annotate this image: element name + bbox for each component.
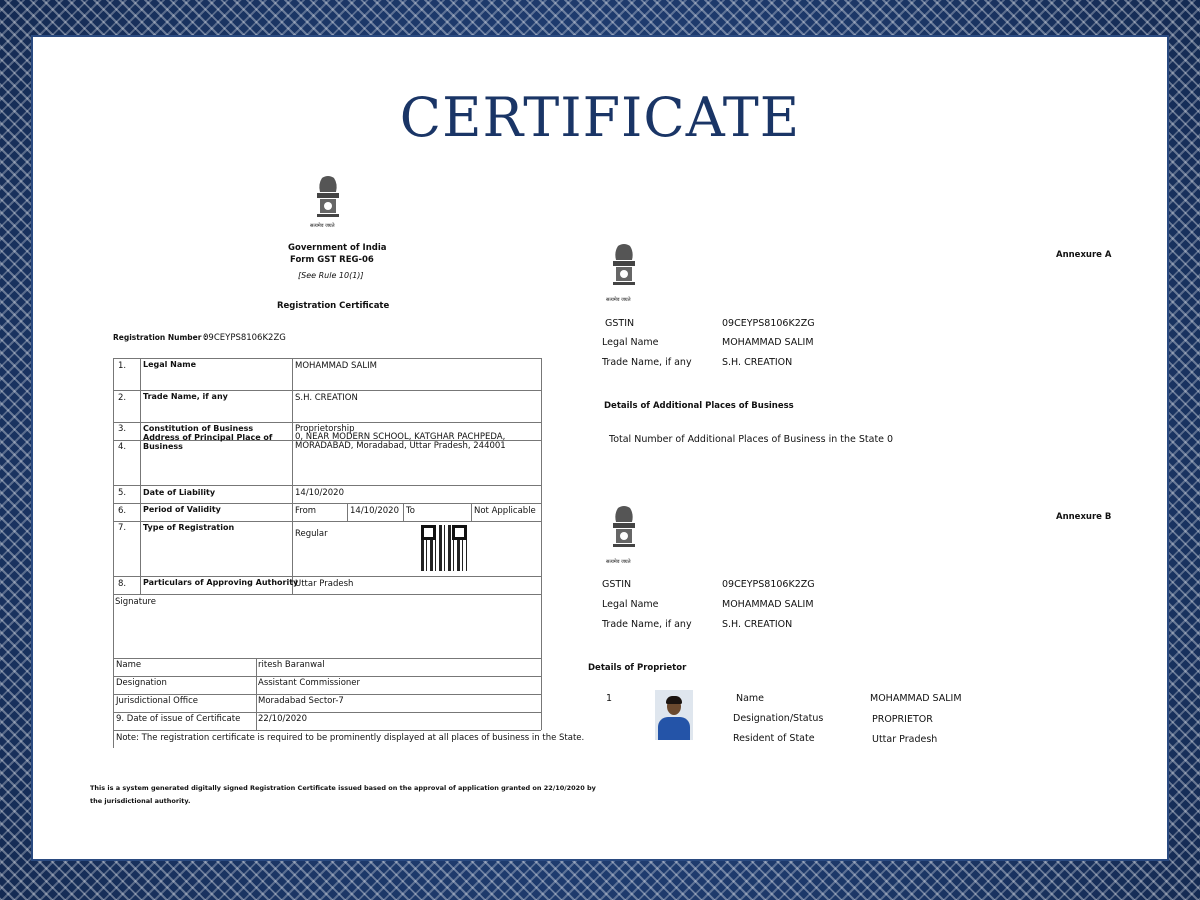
address-value-line1: 0, NEAR MODERN SCHOOL, KATGHAR PACHPEDA, bbox=[295, 432, 506, 442]
form-label: Form GST REG-06 bbox=[290, 255, 374, 265]
date-of-liability-label: Date of Liability bbox=[143, 488, 216, 497]
proprietor-name-label: Name bbox=[736, 693, 765, 704]
proprietor-name-value: MOHAMMAD SALIM bbox=[870, 693, 962, 704]
annexure-b-title: Annexure B bbox=[1056, 512, 1112, 522]
certificate-title: CERTIFICATE bbox=[399, 86, 801, 149]
proprietor-serial: 1 bbox=[606, 693, 613, 704]
annex-a-gstin-value: 09CEYPS8106K2ZG bbox=[722, 318, 815, 329]
national-emblem-icon bbox=[607, 242, 641, 292]
trade-name-value: S.H. CREATION bbox=[295, 393, 358, 403]
emblem-motto: सत्यमेव जयते bbox=[606, 559, 631, 565]
proprietor-state-value: Uttar Pradesh bbox=[872, 734, 938, 745]
trade-name-label: Trade Name, if any bbox=[143, 392, 228, 401]
display-note: Note: The registration certificate is required to be prominently displayed at all places of business in the State. bbox=[116, 733, 585, 743]
row-number: 4. bbox=[118, 442, 127, 452]
officer-name-value: ritesh Baranwal bbox=[258, 660, 325, 670]
national-emblem-icon bbox=[607, 504, 641, 554]
rule-label: [See Rule 10(1)] bbox=[298, 271, 364, 280]
proprietor-designation-label: Designation/Status bbox=[733, 713, 824, 724]
registration-number: 09CEYPS8106K2ZG bbox=[203, 333, 286, 343]
government-label: Government of India bbox=[288, 243, 387, 253]
address-label: Address of Principal Place of bbox=[143, 433, 273, 442]
annex-a-trade-name-value: S.H. CREATION bbox=[722, 357, 793, 368]
row-number: 8. bbox=[118, 579, 127, 589]
annex-a-gstin-label: GSTIN bbox=[605, 318, 635, 329]
row-number: 7. bbox=[118, 523, 127, 533]
qr-code bbox=[421, 525, 467, 571]
validity-to-value: Not Applicable bbox=[474, 506, 536, 516]
registration-certificate-heading: Registration Certificate bbox=[277, 301, 390, 311]
registration-number-label: Registration Number : bbox=[113, 333, 208, 342]
designation-value: Assistant Commissioner bbox=[258, 678, 361, 688]
annex-a-legal-name-label: Legal Name bbox=[602, 337, 659, 348]
issue-date-label: 9. Date of issue of Certificate bbox=[116, 714, 241, 724]
annex-b-gstin-label: GSTIN bbox=[602, 579, 632, 590]
validity-to-label: To bbox=[406, 506, 415, 516]
proprietor-state-label: Resident of State bbox=[733, 733, 815, 744]
row-number: 5. bbox=[118, 488, 127, 498]
jurisdictional-office-value: Moradabad Sector-7 bbox=[258, 696, 344, 706]
validity-from-label: From bbox=[295, 506, 317, 516]
additional-places-heading: Details of Additional Places of Business bbox=[604, 401, 794, 411]
signature-label: Signature bbox=[115, 597, 157, 607]
officer-name-label: Name bbox=[116, 660, 142, 670]
type-of-registration-label: Type of Registration bbox=[143, 523, 235, 532]
row-number: 1. bbox=[118, 361, 127, 371]
row-number: 2. bbox=[118, 393, 127, 403]
constitution-value: Proprietorship bbox=[295, 424, 355, 434]
system-generated-note: This is a system generated digitally signed Registration Certificate issued based on the approval of application granted on 22/10/2020 by bbox=[90, 784, 596, 792]
proprietor-heading: Details of Proprietor bbox=[588, 663, 687, 673]
legal-name-value: MOHAMMAD SALIM bbox=[295, 361, 377, 371]
annex-b-trade-name-label: Trade Name, if any bbox=[602, 619, 692, 630]
system-generated-note-continued: the jurisdictional authority. bbox=[90, 797, 191, 805]
additional-places-count-value: 0 bbox=[887, 434, 894, 445]
address-label-continued: Business bbox=[143, 442, 183, 451]
issue-date-value: 22/10/2020 bbox=[258, 714, 307, 724]
address-value-line2: MORADABAD, Moradabad, Uttar Pradesh, 244001 bbox=[295, 441, 506, 451]
national-emblem-icon bbox=[311, 174, 345, 224]
emblem-motto: सत्यमेव जयते bbox=[310, 223, 335, 229]
approving-authority-label: Particulars of Approving Authority bbox=[143, 578, 299, 587]
annex-a-legal-name-value: MOHAMMAD SALIM bbox=[722, 337, 814, 348]
validity-from-value: 14/10/2020 bbox=[350, 506, 399, 516]
legal-name-label: Legal Name bbox=[143, 360, 197, 369]
annex-b-legal-name-label: Legal Name bbox=[602, 599, 659, 610]
emblem-motto: सत्यमेव जयते bbox=[606, 297, 631, 303]
designation-label: Designation bbox=[116, 678, 167, 688]
annex-b-legal-name-value: MOHAMMAD SALIM bbox=[722, 599, 814, 610]
annex-b-gstin-value: 09CEYPS8106K2ZG bbox=[722, 579, 815, 590]
type-of-registration-value: Regular bbox=[295, 529, 328, 539]
jurisdictional-office-label: Jurisdictional Office bbox=[116, 696, 198, 706]
proprietor-designation-value: PROPRIETOR bbox=[872, 714, 933, 725]
annexure-a-title: Annexure A bbox=[1056, 250, 1112, 260]
additional-places-count-label: Total Number of Additional Places of Business in the State bbox=[609, 434, 885, 445]
annex-b-trade-name-value: S.H. CREATION bbox=[722, 619, 793, 630]
constitution-label: Constitution of Business bbox=[143, 424, 254, 433]
row-number: 3. bbox=[118, 424, 127, 434]
date-of-liability-value: 14/10/2020 bbox=[295, 488, 344, 498]
period-of-validity-label: Period of Validity bbox=[143, 505, 221, 514]
annex-a-trade-name-label: Trade Name, if any bbox=[602, 357, 692, 368]
row-number: 6. bbox=[118, 506, 127, 516]
proprietor-photo bbox=[655, 690, 693, 740]
approving-authority-value: Uttar Pradesh bbox=[295, 579, 354, 589]
